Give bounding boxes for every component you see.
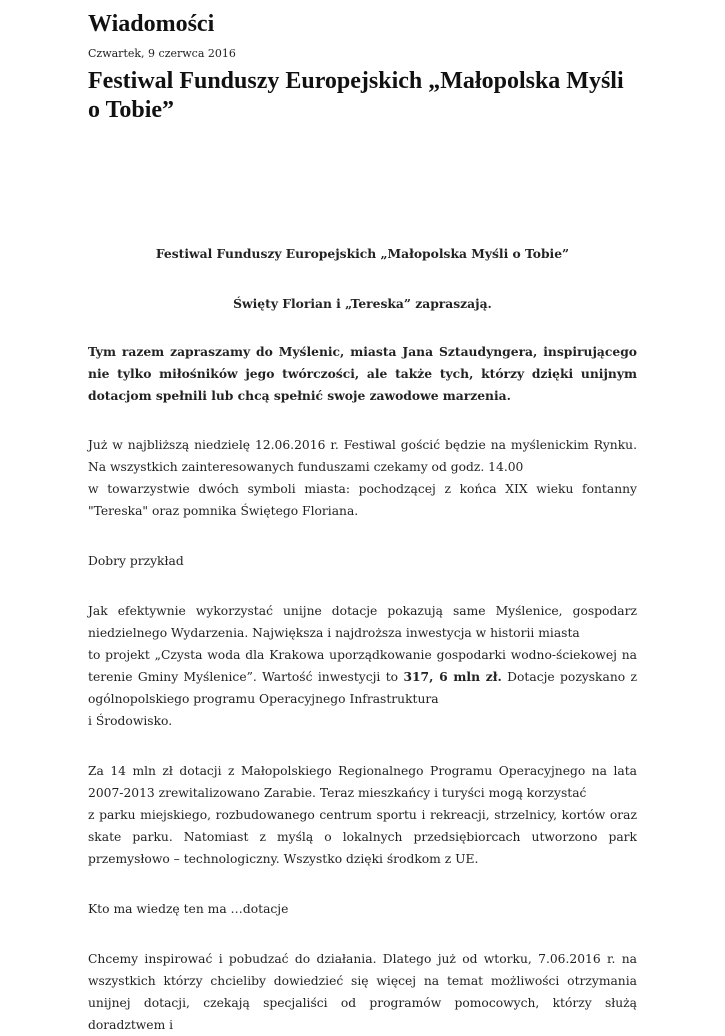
paragraph-2-part-a: Jak efektywnie wykorzystać unijne dotacje pokazują same Myślenice, gospodarz niedzielnego Wydarzenia. Największa i najdroższa inwestycja w historii miasta xyxy=(88,604,637,640)
paragraph-4: Chcemy inspirować i pobudzać do działania. Dlatego już od wtorku, 7.06.2016 r. na wszystkich którzy chcieliby dowiedzieć się więcej na temat możliwości otrzymania unijnej dotacji, czekają specjaliści od programów pomocowych, którzy służą doradztwem i xyxy=(88,952,637,1032)
paragraph-3 xyxy=(88,760,637,870)
paragraph-2-text-b: to projekt „Czysta woda dla Krakowa uporządkowanie gospodarki wodno-ściekowej na terenie Gminy Myślenice”. Wartość inwestycji to xyxy=(88,648,637,684)
article-date: Czwartek, 9 czerwca 2016 xyxy=(88,47,236,60)
paragraph-2-part-d: i Środowisko. xyxy=(88,714,173,728)
paragraph-2 xyxy=(88,600,637,732)
image-placeholder xyxy=(88,125,637,246)
paragraph-3-part-a: Za 14 mln zł dotacji z Małopolskiego Regionalnego Programu Operacyjnego na lata 2007-2013 zrewitalizowano Zarabie. Teraz mieszkańcy i turyści mogą korzystać xyxy=(88,764,637,800)
article-subtitle: Festiwal Funduszy Europejskich „Małopolska Myśli o Tobie” xyxy=(155,246,570,261)
paragraph-2-text-c: Dotacje pozyskano z ogólnopolskiego programu Operacyjnego Infrastruktura xyxy=(88,670,638,706)
paragraph-3-part-b: z parku miejskiego, rozbudowanego centrum sportu i rekreacji, strzelnicy, kortów oraz skate parku. Natomiast z myślą o lokalnych przedsiębiorcach utworzono park przemysłowo – technologiczny. Wszystko dzięki środkom z UE. xyxy=(88,808,637,866)
section-heading: Wiadomości xyxy=(88,11,215,37)
paragraph-1 xyxy=(88,434,637,522)
page xyxy=(0,10,725,1036)
page-title: Festiwal Funduszy Europejskich „Małopolska Myśli o Tobie” xyxy=(88,68,624,123)
investment-amount: 317, 6 mln zł. xyxy=(403,669,502,684)
heading-knowledge: Kto ma wiedzę ten ma …dotacje xyxy=(88,902,289,916)
paragraph-1-part-b: w towarzystwie dwóch symboli miasta: pochodzącej z końca XIX wieku fontanny "Tereska" oraz pomnika Świętego Floriana. xyxy=(88,482,637,518)
article-tagline: Święty Florian i „Tereska” zapraszają. xyxy=(233,296,492,311)
article-lead: Tym razem zapraszamy do Myślenic, miasta Jana Sztaudyngera, inspirującego nie tylko miłośników jego twórczości, ale także tych, którzy dzięki unijnym dotacjom spełnili lub chcą spełnić swoje zawodowe marzenia. xyxy=(88,344,637,403)
paragraph-2-part-b xyxy=(88,644,637,710)
heading-example: Dobry przykład xyxy=(88,554,184,568)
paragraph-1-part-a: Już w najbliższą niedzielę 12.06.2016 r. Festiwal gościć będzie na myślenickim Rynku. Na wszystkich zainteresowanych funduszami czekamy od godz. 14.00 xyxy=(88,438,637,474)
